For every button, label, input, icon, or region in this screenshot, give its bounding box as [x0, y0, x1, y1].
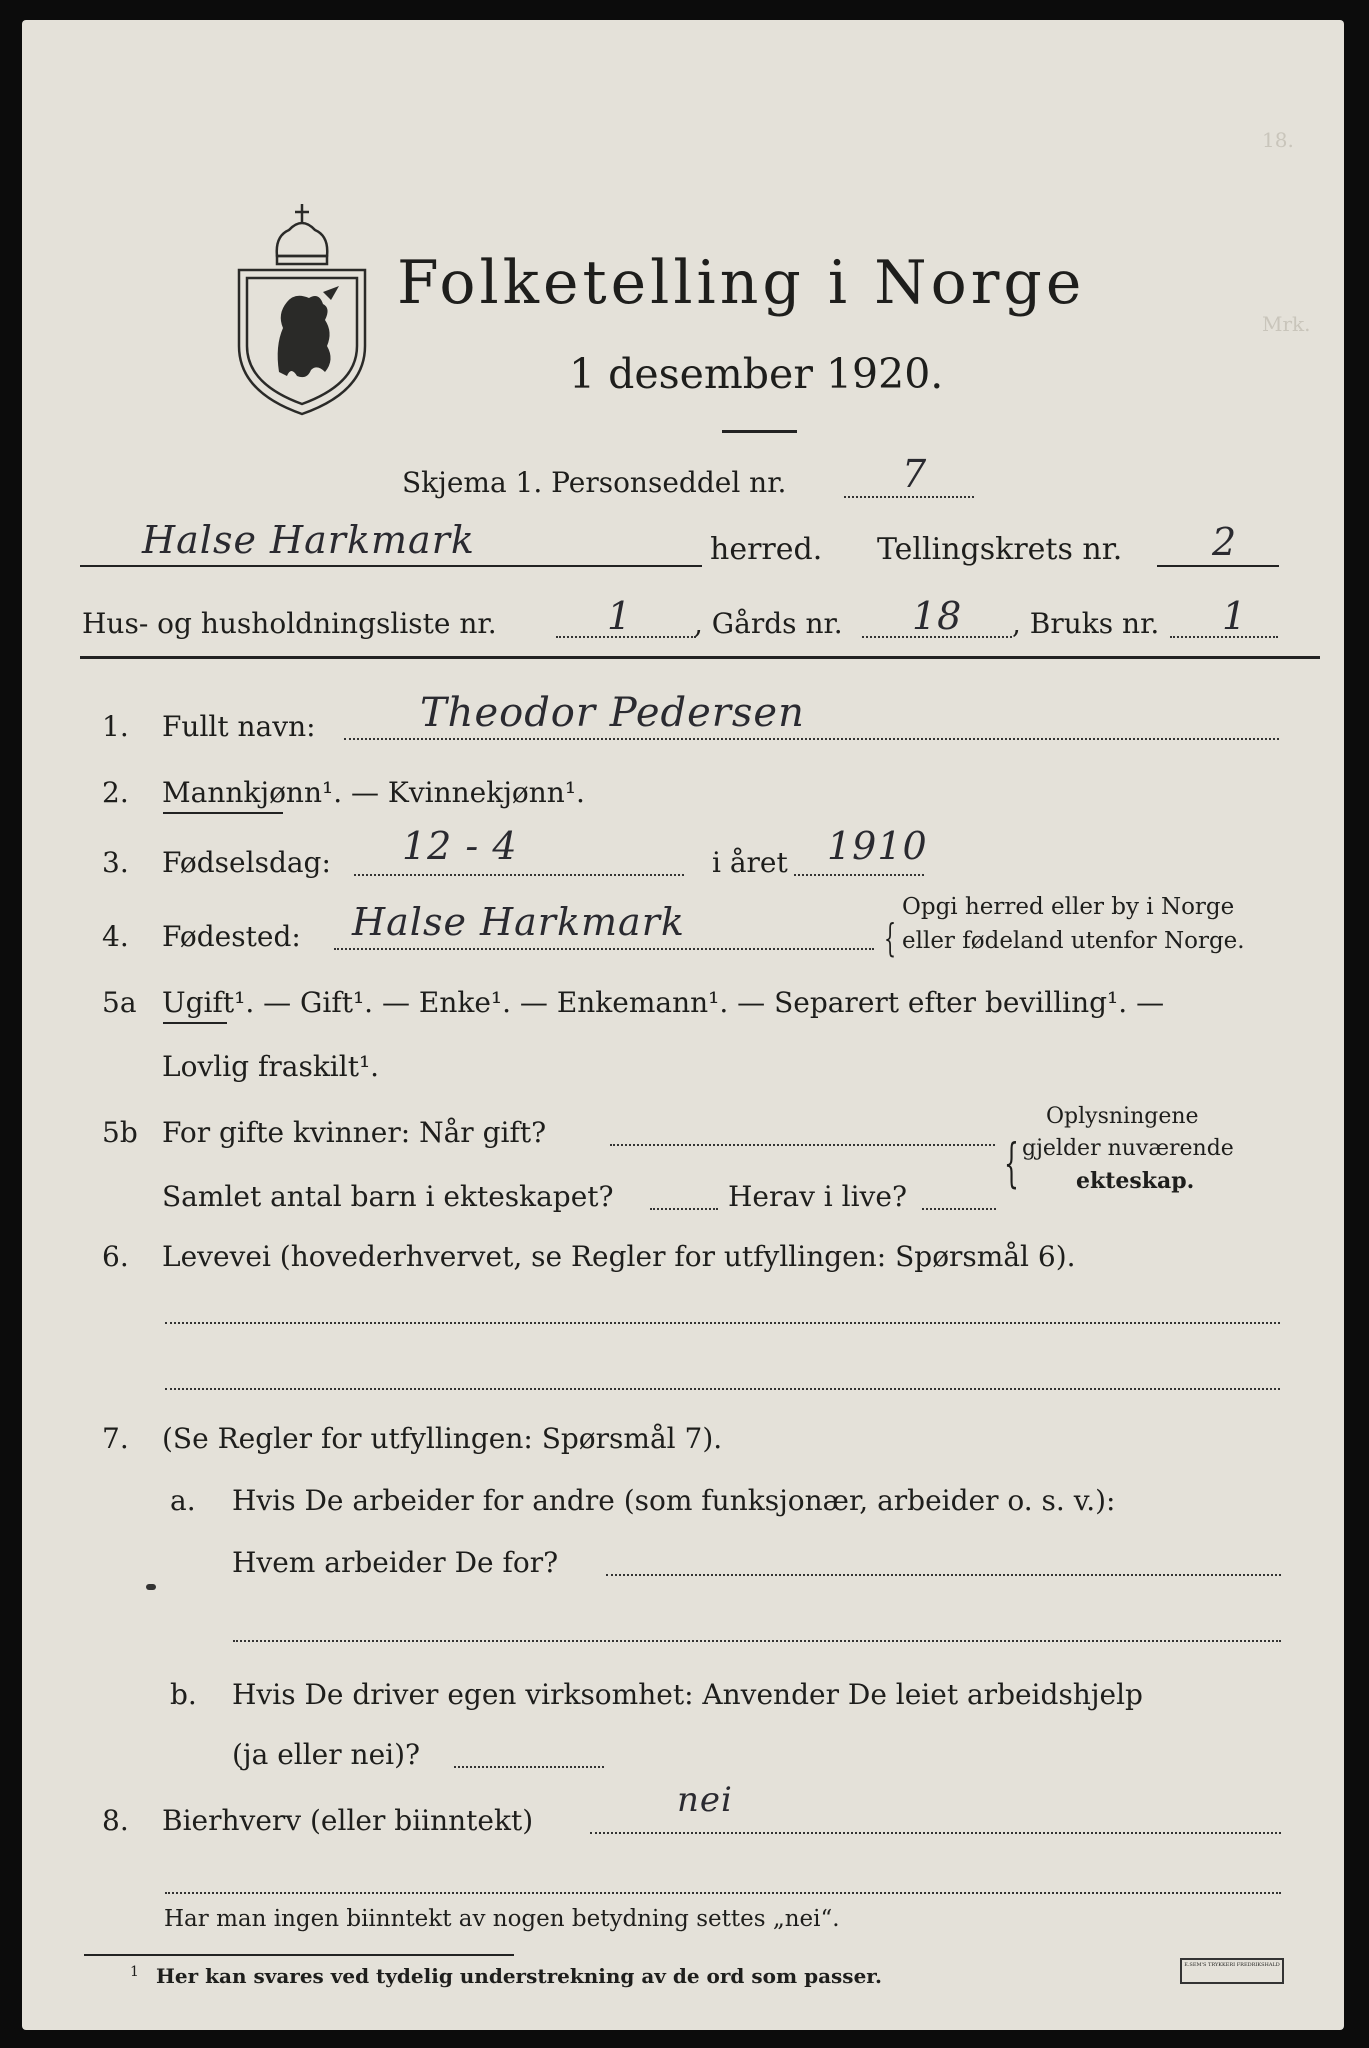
- marital-underline-mark: [163, 1022, 227, 1024]
- birthplace-line: [334, 948, 874, 950]
- q3-label: Fødselsdag:: [162, 846, 331, 879]
- q5a-number: 5a: [102, 986, 137, 1019]
- herred-line: [80, 565, 702, 567]
- marriage-note-3: ekteskap.: [1076, 1168, 1195, 1194]
- marital-status-options-cont: Lovlig fraskilt¹.: [162, 1050, 380, 1083]
- side-income-line-1: [590, 1832, 1281, 1834]
- birth-year-label: i året: [712, 846, 788, 879]
- footnote-mark: 1: [130, 1964, 139, 1980]
- birthplace-note-2: eller fødeland utenfor Norge.: [902, 928, 1245, 954]
- personseddel-line: [844, 496, 974, 498]
- skjema-label: Skjema 1. Personseddel nr.: [402, 466, 787, 499]
- form-title: Folketelling i Norge: [397, 248, 1086, 318]
- printer-stamp: E.SEM'S TRYKKERI FREDRIKSHALD: [1180, 1958, 1284, 1984]
- q1-label: Fullt navn:: [162, 710, 316, 743]
- hired-help-line: [454, 1766, 604, 1768]
- q2-gender-options: Mannkjønn¹. — Kvinnekjønn¹.: [162, 776, 585, 809]
- children-alive-label: Herav i live?: [728, 1180, 907, 1213]
- herred-value: Halse Harkmark: [142, 518, 475, 562]
- birthplace-brace: {: [884, 916, 897, 960]
- birthday-line: [354, 874, 684, 876]
- hired-help-label: (ja eller nei)?: [232, 1738, 421, 1771]
- children-count-label: Samlet antal barn i ekteskapet?: [162, 1180, 614, 1213]
- herred-label: herred.: [710, 532, 823, 567]
- birth-year-line: [794, 874, 924, 876]
- birth-year-value: 1910: [827, 824, 928, 868]
- census-form-page: [22, 20, 1344, 2030]
- children-alive-line: [922, 1208, 996, 1210]
- occupation-line-1: [165, 1322, 1280, 1324]
- marriage-brace: {: [1004, 1134, 1019, 1194]
- birthday-value: 12 - 4: [402, 824, 518, 868]
- marital-status-options: Ugift¹. — Gift¹. — Enke¹. — Enkemann¹. — Separert efter bevilling¹. —: [162, 986, 1165, 1019]
- income-note: Har man ingen biinntekt av nogen betydning settes „nei“.: [164, 1906, 840, 1932]
- birthplace-note-1: Opgi herred eller by i Norge: [902, 894, 1235, 920]
- full-name-line: [344, 738, 1279, 740]
- tellingskrets-label: Tellingskrets nr.: [877, 532, 1123, 567]
- q4-number: 4.: [102, 920, 129, 953]
- marriage-note-1: Oplysningene: [1046, 1104, 1199, 1129]
- marriage-note-2: gjelder nuværende: [1022, 1136, 1234, 1161]
- q6-number: 6.: [102, 1240, 129, 1273]
- q1-number: 1.: [102, 710, 129, 743]
- bruks-label: , Bruks nr.: [1012, 607, 1160, 640]
- bleed-through-text: Mrk.: [1262, 312, 1311, 336]
- married-date-line: [610, 1144, 995, 1146]
- married-date-label: For gifte kvinner: Når gift?: [162, 1116, 547, 1149]
- q5b-number: 5b: [102, 1116, 138, 1149]
- husholdningsliste-label: Hus- og husholdningsliste nr.: [82, 607, 497, 640]
- q7b-letter: b.: [170, 1678, 197, 1711]
- q8-number: 8.: [102, 1804, 129, 1837]
- q3-number: 3.: [102, 846, 129, 879]
- children-count-line: [650, 1208, 718, 1210]
- q7a-letter: a.: [170, 1484, 196, 1517]
- bruks-value: 1: [1222, 594, 1248, 638]
- footnote-text: Her kan svares ved tydelig understrekning av de ord som passer.: [156, 1964, 882, 1988]
- q7a-text: Hvis De arbeider for andre (som funksjonær, arbeider o. s. v.):: [232, 1484, 1116, 1517]
- q7b-text: Hvis De driver egen virksomhet: Anvender De leiet arbeidshjelp: [232, 1678, 1143, 1711]
- side-income-value: nei: [677, 1780, 733, 1820]
- employer-label: Hvem arbeider De for?: [232, 1546, 559, 1579]
- q2-number: 2.: [102, 776, 129, 809]
- norway-coat-of-arms-icon: [227, 196, 377, 420]
- personseddel-number: 7: [902, 452, 928, 496]
- side-income-line-2: [165, 1892, 1281, 1894]
- ink-mark: [146, 1584, 156, 1590]
- bleed-through-text: 18.: [1262, 128, 1294, 152]
- tellingskrets-value: 2: [1212, 520, 1238, 564]
- husholdningsliste-value: 1: [607, 594, 633, 638]
- q7-text: (Se Regler for utfyllingen: Spørsmål 7).: [162, 1422, 723, 1455]
- occupation-line-2: [165, 1388, 1280, 1390]
- form-date: 1 desember 1920.: [569, 350, 944, 398]
- header-divider: [80, 656, 1320, 659]
- side-income-label: Bierhverv (eller biinntekt): [162, 1804, 534, 1837]
- q7-number: 7.: [102, 1422, 129, 1455]
- gards-label: , Gårds nr.: [694, 607, 843, 640]
- employer-line-1: [606, 1574, 1281, 1576]
- q4-label: Fødested:: [162, 920, 301, 953]
- tellingskrets-line: [1157, 565, 1279, 567]
- title-divider: [722, 430, 797, 433]
- gender-underline-mark: [163, 812, 283, 814]
- birthplace-value: Halse Harkmark: [352, 900, 685, 944]
- occupation-label: Levevei (hovederhvervet, se Regler for utfyllingen: Spørsmål 6).: [162, 1240, 1076, 1273]
- employer-line-2: [233, 1640, 1281, 1642]
- full-name-value: Theodor Pedersen: [420, 690, 805, 736]
- footnote-divider: [84, 1954, 514, 1956]
- gards-value: 18: [912, 594, 963, 638]
